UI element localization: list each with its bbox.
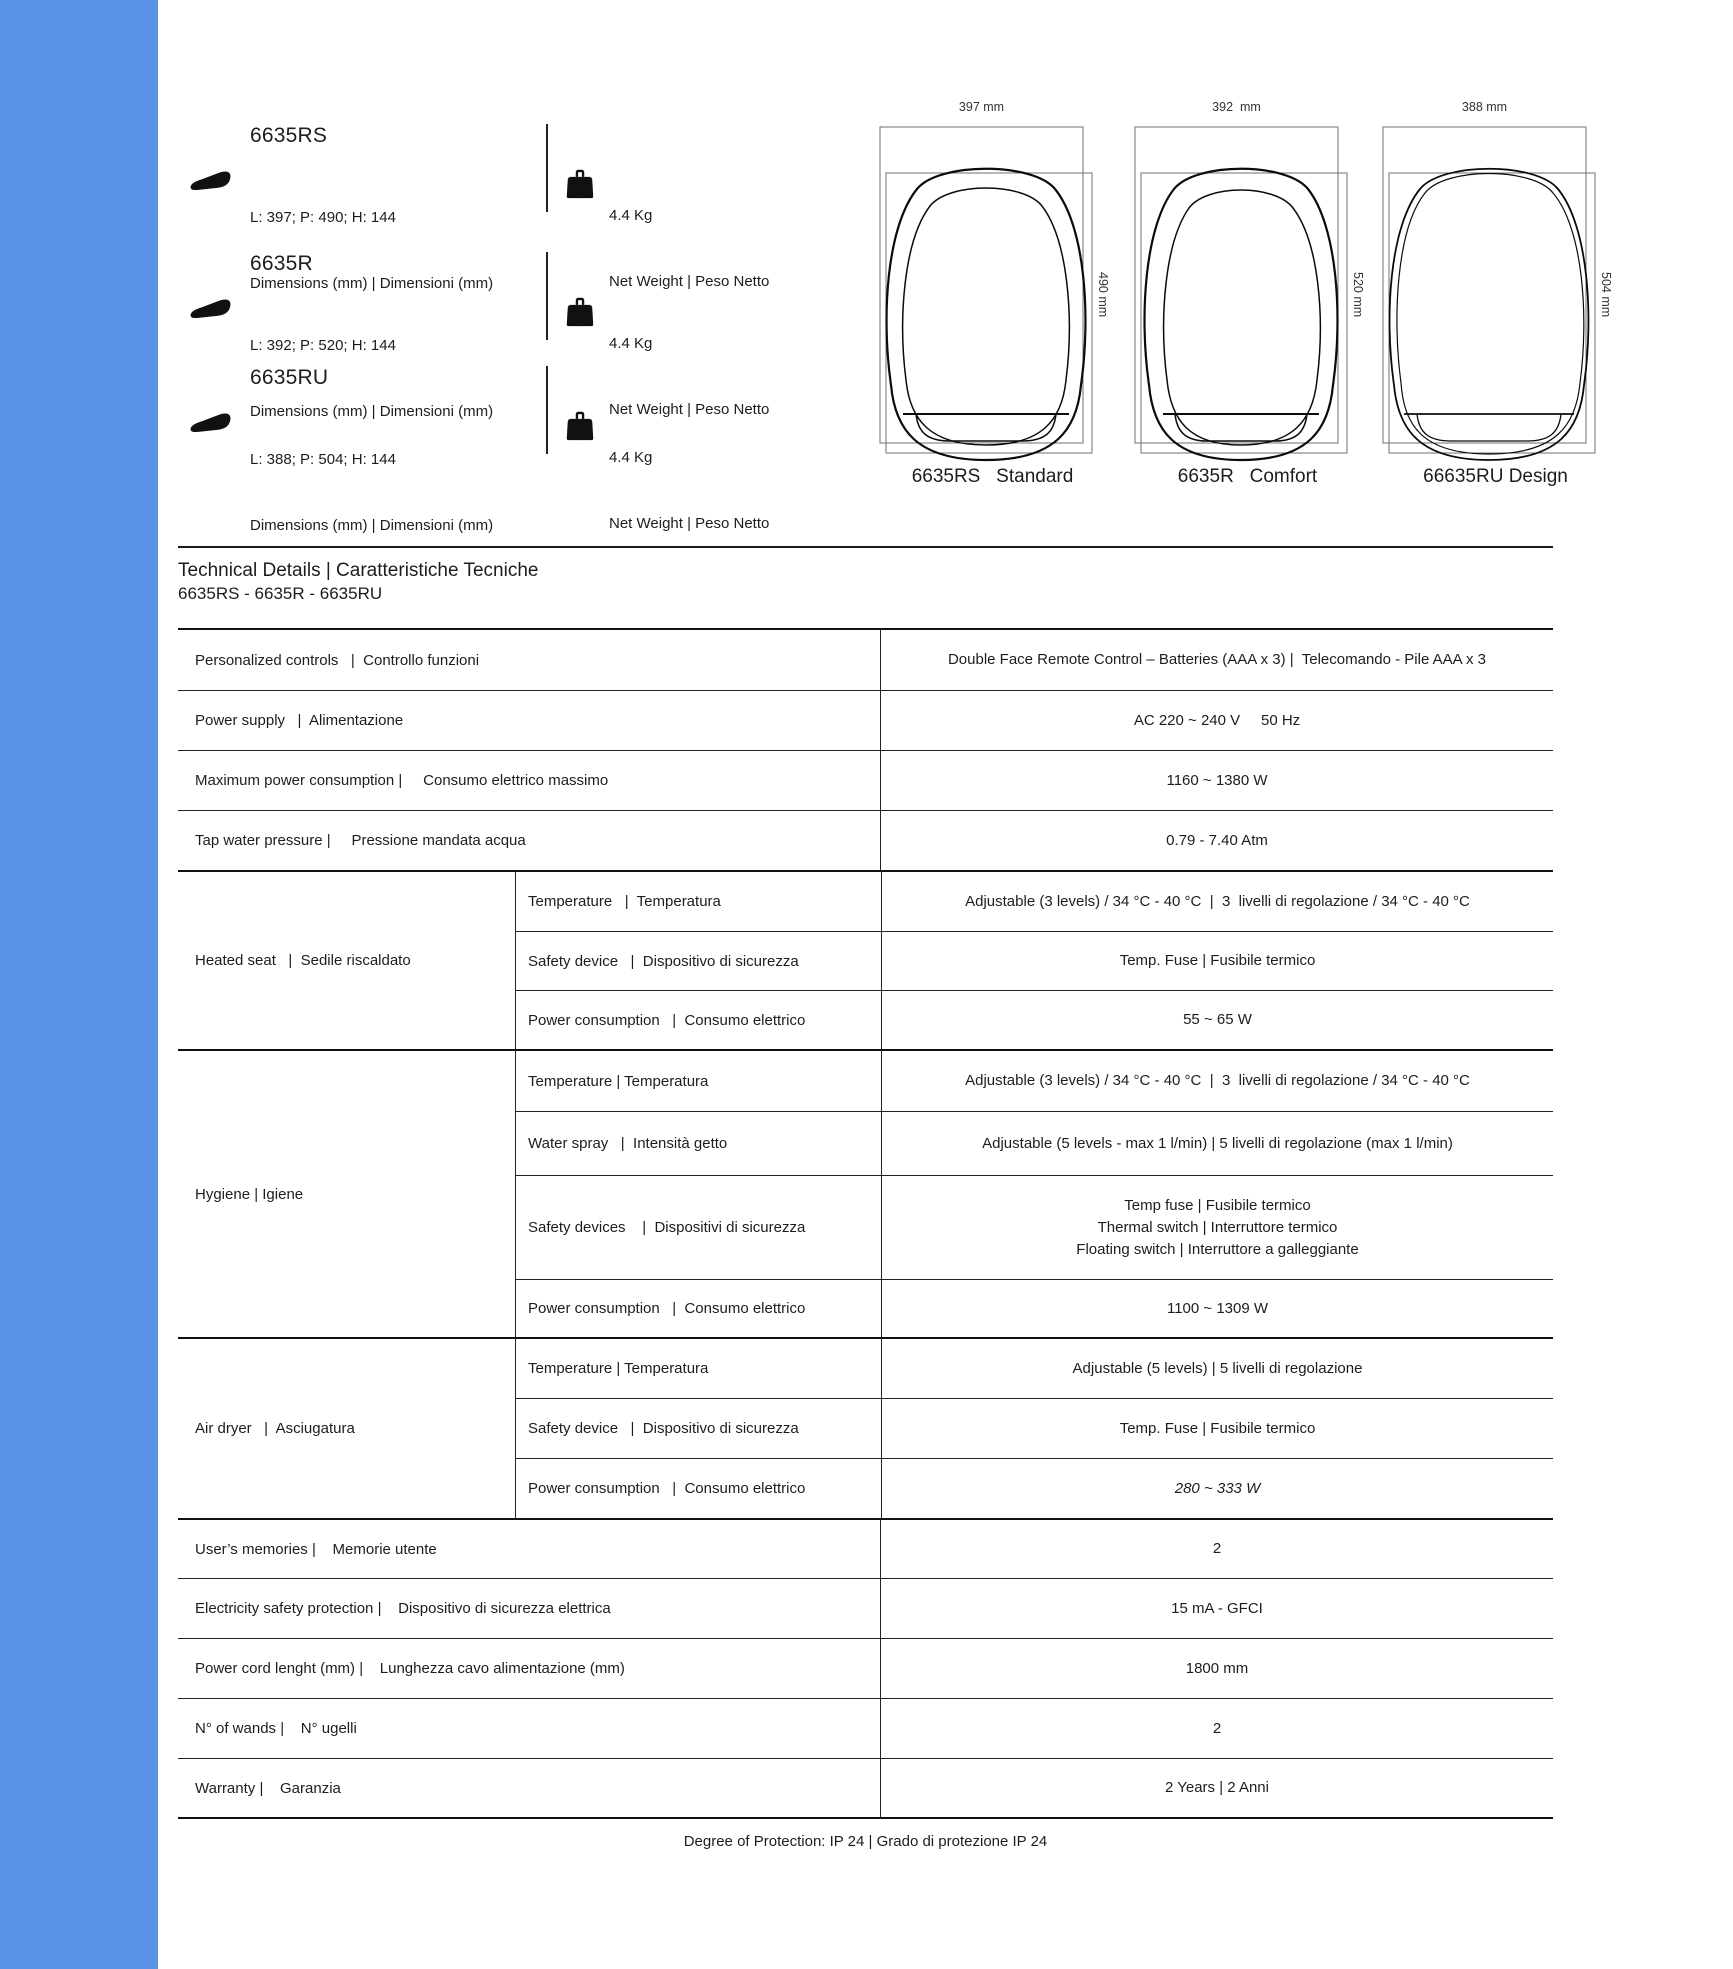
product-model-title: 6635R xyxy=(250,252,313,275)
table-subrow xyxy=(516,1175,1553,1279)
subrow-label: Safety device | Dispositivo di sicurezza xyxy=(528,1420,799,1437)
row-label: Power supply | Alimentazione xyxy=(195,712,404,729)
row-label: Power cord lenght (mm) | Lunghezza cavo alimentazione (mm) xyxy=(195,1660,625,1677)
subrow-value: 280 ~ 333 W xyxy=(881,1459,1553,1518)
subrow-value: Adjustable (3 levels) / 34 °C - 40 °C | 3 livelli di regolazione / 34 °C - 40 °C xyxy=(881,872,1553,931)
product-weight-label: Net Weight | Peso Netto xyxy=(609,401,770,418)
group-label: Air dryer | Asciugatura xyxy=(195,1420,355,1437)
subrow-value: Adjustable (3 levels) / 34 °C - 40 °C | 3 livelli di regolazione / 34 °C - 40 °C xyxy=(881,1051,1553,1111)
table-subrow xyxy=(516,872,1553,931)
row-value: 15 mA - GFCI xyxy=(880,1579,1553,1638)
row-value: 0.79 - 7.40 Atm xyxy=(880,811,1553,870)
subrow-value: Temp. Fuse | Fusibile termico xyxy=(881,1399,1553,1458)
subrow-value: Adjustable (5 levels - max 1 l/min) | 5 livelli di regolazione (max 1 l/min) xyxy=(881,1112,1553,1175)
row-label: Warranty | Garanzia xyxy=(195,1779,341,1797)
row-value: 1160 ~ 1380 W xyxy=(880,751,1553,810)
toilet-seat-icon xyxy=(189,411,233,437)
width-dimension-label: 388 mm xyxy=(1461,100,1508,114)
subrow-label: Power consumption | Consumo elettrico xyxy=(528,1011,806,1029)
technical-details-header xyxy=(178,546,1553,605)
subrow-label: Temperature | Temperatura xyxy=(528,893,721,910)
height-dimension-label: 520 mm xyxy=(1351,272,1365,318)
diagram-6635ru xyxy=(1373,100,1618,500)
width-dimension-label: 397 mm xyxy=(958,100,1005,114)
row-label: Tap water pressure | Pressione mandata acqua xyxy=(195,832,526,849)
row-value: 2 xyxy=(880,1699,1553,1758)
height-dimension-label: 504 mm xyxy=(1599,272,1613,318)
table-subrow xyxy=(516,1279,1553,1337)
product-weight-label: Net Weight | Peso Netto xyxy=(609,273,770,290)
value-line: Temp fuse | Fusibile termico xyxy=(1124,1196,1311,1214)
diagram-6635rs xyxy=(870,100,1115,500)
table-group-heated-seat xyxy=(178,870,1553,1049)
table-row xyxy=(178,1698,1553,1758)
subrow-label: Power consumption | Consumo elettrico xyxy=(528,1480,806,1497)
row-value: AC 220 ~ 240 V 50 Hz xyxy=(880,691,1553,750)
product-dimensions-label: Dimensions (mm) | Dimensioni (mm) xyxy=(250,275,494,292)
product-dimensions-label: Dimensions (mm) | Dimensioni (mm) xyxy=(250,403,494,420)
degree-of-protection-note: Degree of Protection: IP 24 | Grado di protezione IP 24 xyxy=(683,1833,1048,1850)
subrow-label: Temperature | Temperatura xyxy=(528,1360,709,1377)
row-value: 1800 mm xyxy=(880,1639,1553,1698)
height-dimension-label: 490 mm xyxy=(1096,272,1110,318)
subrow-value: 1100 ~ 1309 W xyxy=(881,1280,1553,1337)
divider-line xyxy=(546,252,548,340)
seat-outline-drawing xyxy=(1373,120,1618,470)
product-weight-value: 4.4 Kg xyxy=(609,207,653,224)
table-row xyxy=(178,690,1553,750)
row-label: Electricity safety protection | Dispositivo di sicurezza elettrica xyxy=(195,1600,611,1617)
table-group-air-dryer xyxy=(178,1337,1553,1518)
technical-details-table xyxy=(178,628,1553,1819)
width-dimension-label: 392 mm xyxy=(1212,100,1261,114)
table-subrow xyxy=(516,1398,1553,1458)
blue-side-bar xyxy=(0,0,158,1969)
product-dimensions-label: Dimensions (mm) | Dimensioni (mm) xyxy=(250,517,494,534)
subrow-value xyxy=(881,1176,1553,1279)
subrow-label: Safety device | Dispositivo di sicurezza xyxy=(528,952,799,970)
product-weight-value: 4.4 Kg xyxy=(609,449,653,466)
table-subrow xyxy=(516,931,1553,990)
toilet-seat-icon xyxy=(189,297,233,323)
row-value: 2 xyxy=(880,1520,1553,1578)
subrow-value: Adjustable (5 levels) | 5 livelli di regolazione xyxy=(881,1339,1553,1398)
table-row xyxy=(178,1638,1553,1698)
table-subrow xyxy=(516,990,1553,1049)
table-row xyxy=(178,1578,1553,1638)
product-dimensions-values: L: 388; P: 504; H: 144 xyxy=(250,451,396,468)
section-subtitle: 6635RS - 6635R - 6635RU xyxy=(178,584,383,603)
divider-line xyxy=(546,124,548,212)
row-label: Maximum power consumption | Consumo elettrico massimo xyxy=(195,772,609,789)
diagram-6635r xyxy=(1125,100,1370,500)
table-row xyxy=(178,750,1553,810)
product-dimensions-values: L: 397; P: 490; H: 144 xyxy=(250,209,396,226)
weight-icon xyxy=(563,294,597,328)
seat-outline-drawing xyxy=(1125,120,1370,470)
product-weight-label: Net Weight | Peso Netto xyxy=(609,515,770,532)
group-label: Hygiene | Igiene xyxy=(195,1185,304,1203)
weight-icon xyxy=(563,408,597,442)
table-row xyxy=(178,1758,1553,1817)
table-group-hygiene xyxy=(178,1049,1553,1337)
subrow-label: Water spray | Intensità getto xyxy=(528,1135,728,1152)
toilet-seat-icon xyxy=(189,169,233,195)
subrow-value: Temp. Fuse | Fusibile termico xyxy=(881,932,1553,990)
table-subrow xyxy=(516,1051,1553,1111)
row-label: User’s memories | Memorie utente xyxy=(195,1540,437,1558)
subrow-label: Temperature | Temperatura xyxy=(528,1072,709,1090)
subrow-value: 55 ~ 65 W xyxy=(881,991,1553,1049)
table-row xyxy=(178,630,1553,690)
subrow-label: Power consumption | Consumo elettrico xyxy=(528,1300,806,1317)
value-line: Floating switch | Interruttore a galleggiante xyxy=(1076,1240,1359,1258)
subrow-label: Safety devices | Dispositivi di sicurezza xyxy=(528,1219,806,1236)
table-row xyxy=(178,810,1553,870)
divider-line xyxy=(546,366,548,454)
diagram-caption: 66635RU Design xyxy=(1423,466,1568,487)
section-title: Technical Details | Caratteristiche Tecniche xyxy=(178,560,539,581)
product-model-title: 6635RU xyxy=(250,366,329,389)
seat-outline-drawing xyxy=(870,120,1115,470)
table-subrow xyxy=(516,1458,1553,1518)
row-value: Double Face Remote Control – Batteries (AAA x 3) | Telecomando - Pile AAA x 3 xyxy=(880,630,1553,690)
weight-icon xyxy=(563,166,597,200)
table-row xyxy=(178,1518,1553,1578)
group-label: Heated seat | Sedile riscaldato xyxy=(195,952,411,969)
diagram-caption: 6635R Comfort xyxy=(1177,466,1318,487)
row-label: Personalized controls | Controllo funzioni xyxy=(195,651,480,669)
product-weight-value: 4.4 Kg xyxy=(609,335,653,352)
diagram-caption: 6635RS Standard xyxy=(911,466,1074,487)
row-value: 2 Years | 2 Anni xyxy=(880,1759,1553,1817)
product-model-title: 6635RS xyxy=(250,124,328,147)
value-line: Thermal switch | Interruttore termico xyxy=(1097,1218,1338,1236)
table-subrow xyxy=(516,1111,1553,1175)
table-subrow xyxy=(516,1339,1553,1398)
row-label: N° of wands | N° ugelli xyxy=(195,1720,357,1737)
product-dimensions-values: L: 392; P: 520; H: 144 xyxy=(250,337,396,354)
